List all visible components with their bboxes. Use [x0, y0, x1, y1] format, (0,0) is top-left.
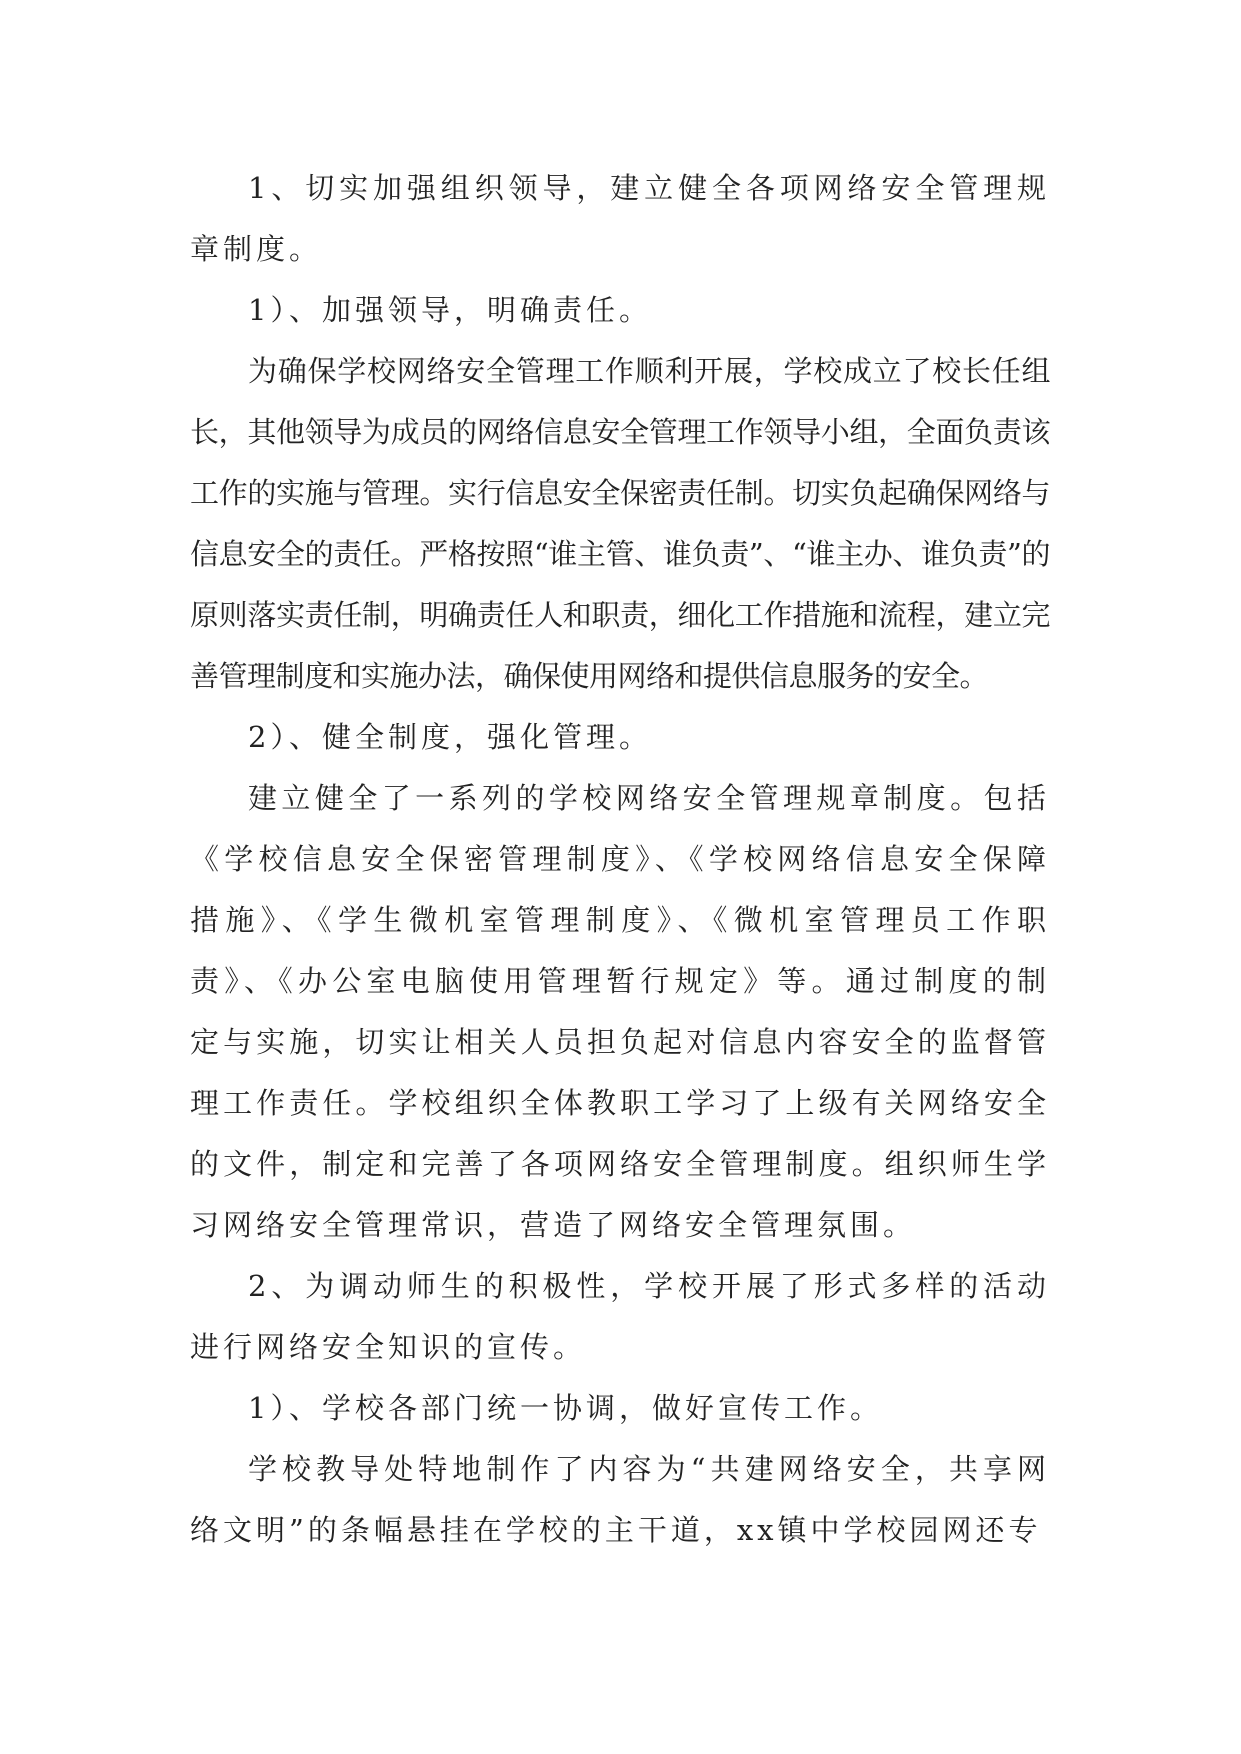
body-paragraph-system: 建立健全了一系列的学校网络安全管理规章制度。包括《学校信息安全保密管理制度》、《学校网络信息安全保障措施》、《学生微机室管理制度》、《微机室管理员工作职责》、《办公室电脑使用管理暂行规定》等。通过制度的制定与实施，切实让相关人员担负起对信息内容安全的监督管理工作责任。学校组织全体教职工学习了上级有关网络安全的文件，制定和完善了各项网络安全管理制度。组织师生学习网络安全管理常识，营造了网络安全管理氛围。 — [190, 781, 1050, 1242]
body-paragraph-banner: 学校教导处特地制作了内容为“共建网络安全，共享网络文明”的条幅悬挂在学校的主干道，xx镇中学校园网还专 — [190, 1452, 1050, 1547]
heading-2-publicity: 2、为调动师生的积极性，学校开展了形式多样的活动进行网络安全知识的宣传。 — [190, 1269, 1050, 1364]
heading-1-organization: 1、切实加强组织领导，建立健全各项网络安全管理规章制度。 — [190, 171, 1050, 266]
subheading-1-leadership: 1）、加强领导，明确责任。 — [248, 293, 652, 327]
body-paragraph-leadership: 为确保学校网络安全管理工作顺利开展，学校成立了校长任组长，其他领导为成员的网络信息安全管理工作领导小组，全面负责该工作的实施与管理。实行信息安全保密责任制。切实负起确保网络与信息安全的责任。严格按照“谁主管、谁负责”、“谁主办、谁负责”的原则落实责任制，明确责任人和职责，细化工作措施和流程，建立完善管理制度和实施办法，确保使用网络和提供信息服务的安全。 — [190, 354, 1050, 693]
subheading-1-coordination: 1）、学校各部门统一协调，做好宣传工作。 — [248, 1391, 883, 1425]
document-body — [190, 158, 1050, 1561]
subheading-2-system: 2）、健全制度，强化管理。 — [248, 720, 652, 754]
